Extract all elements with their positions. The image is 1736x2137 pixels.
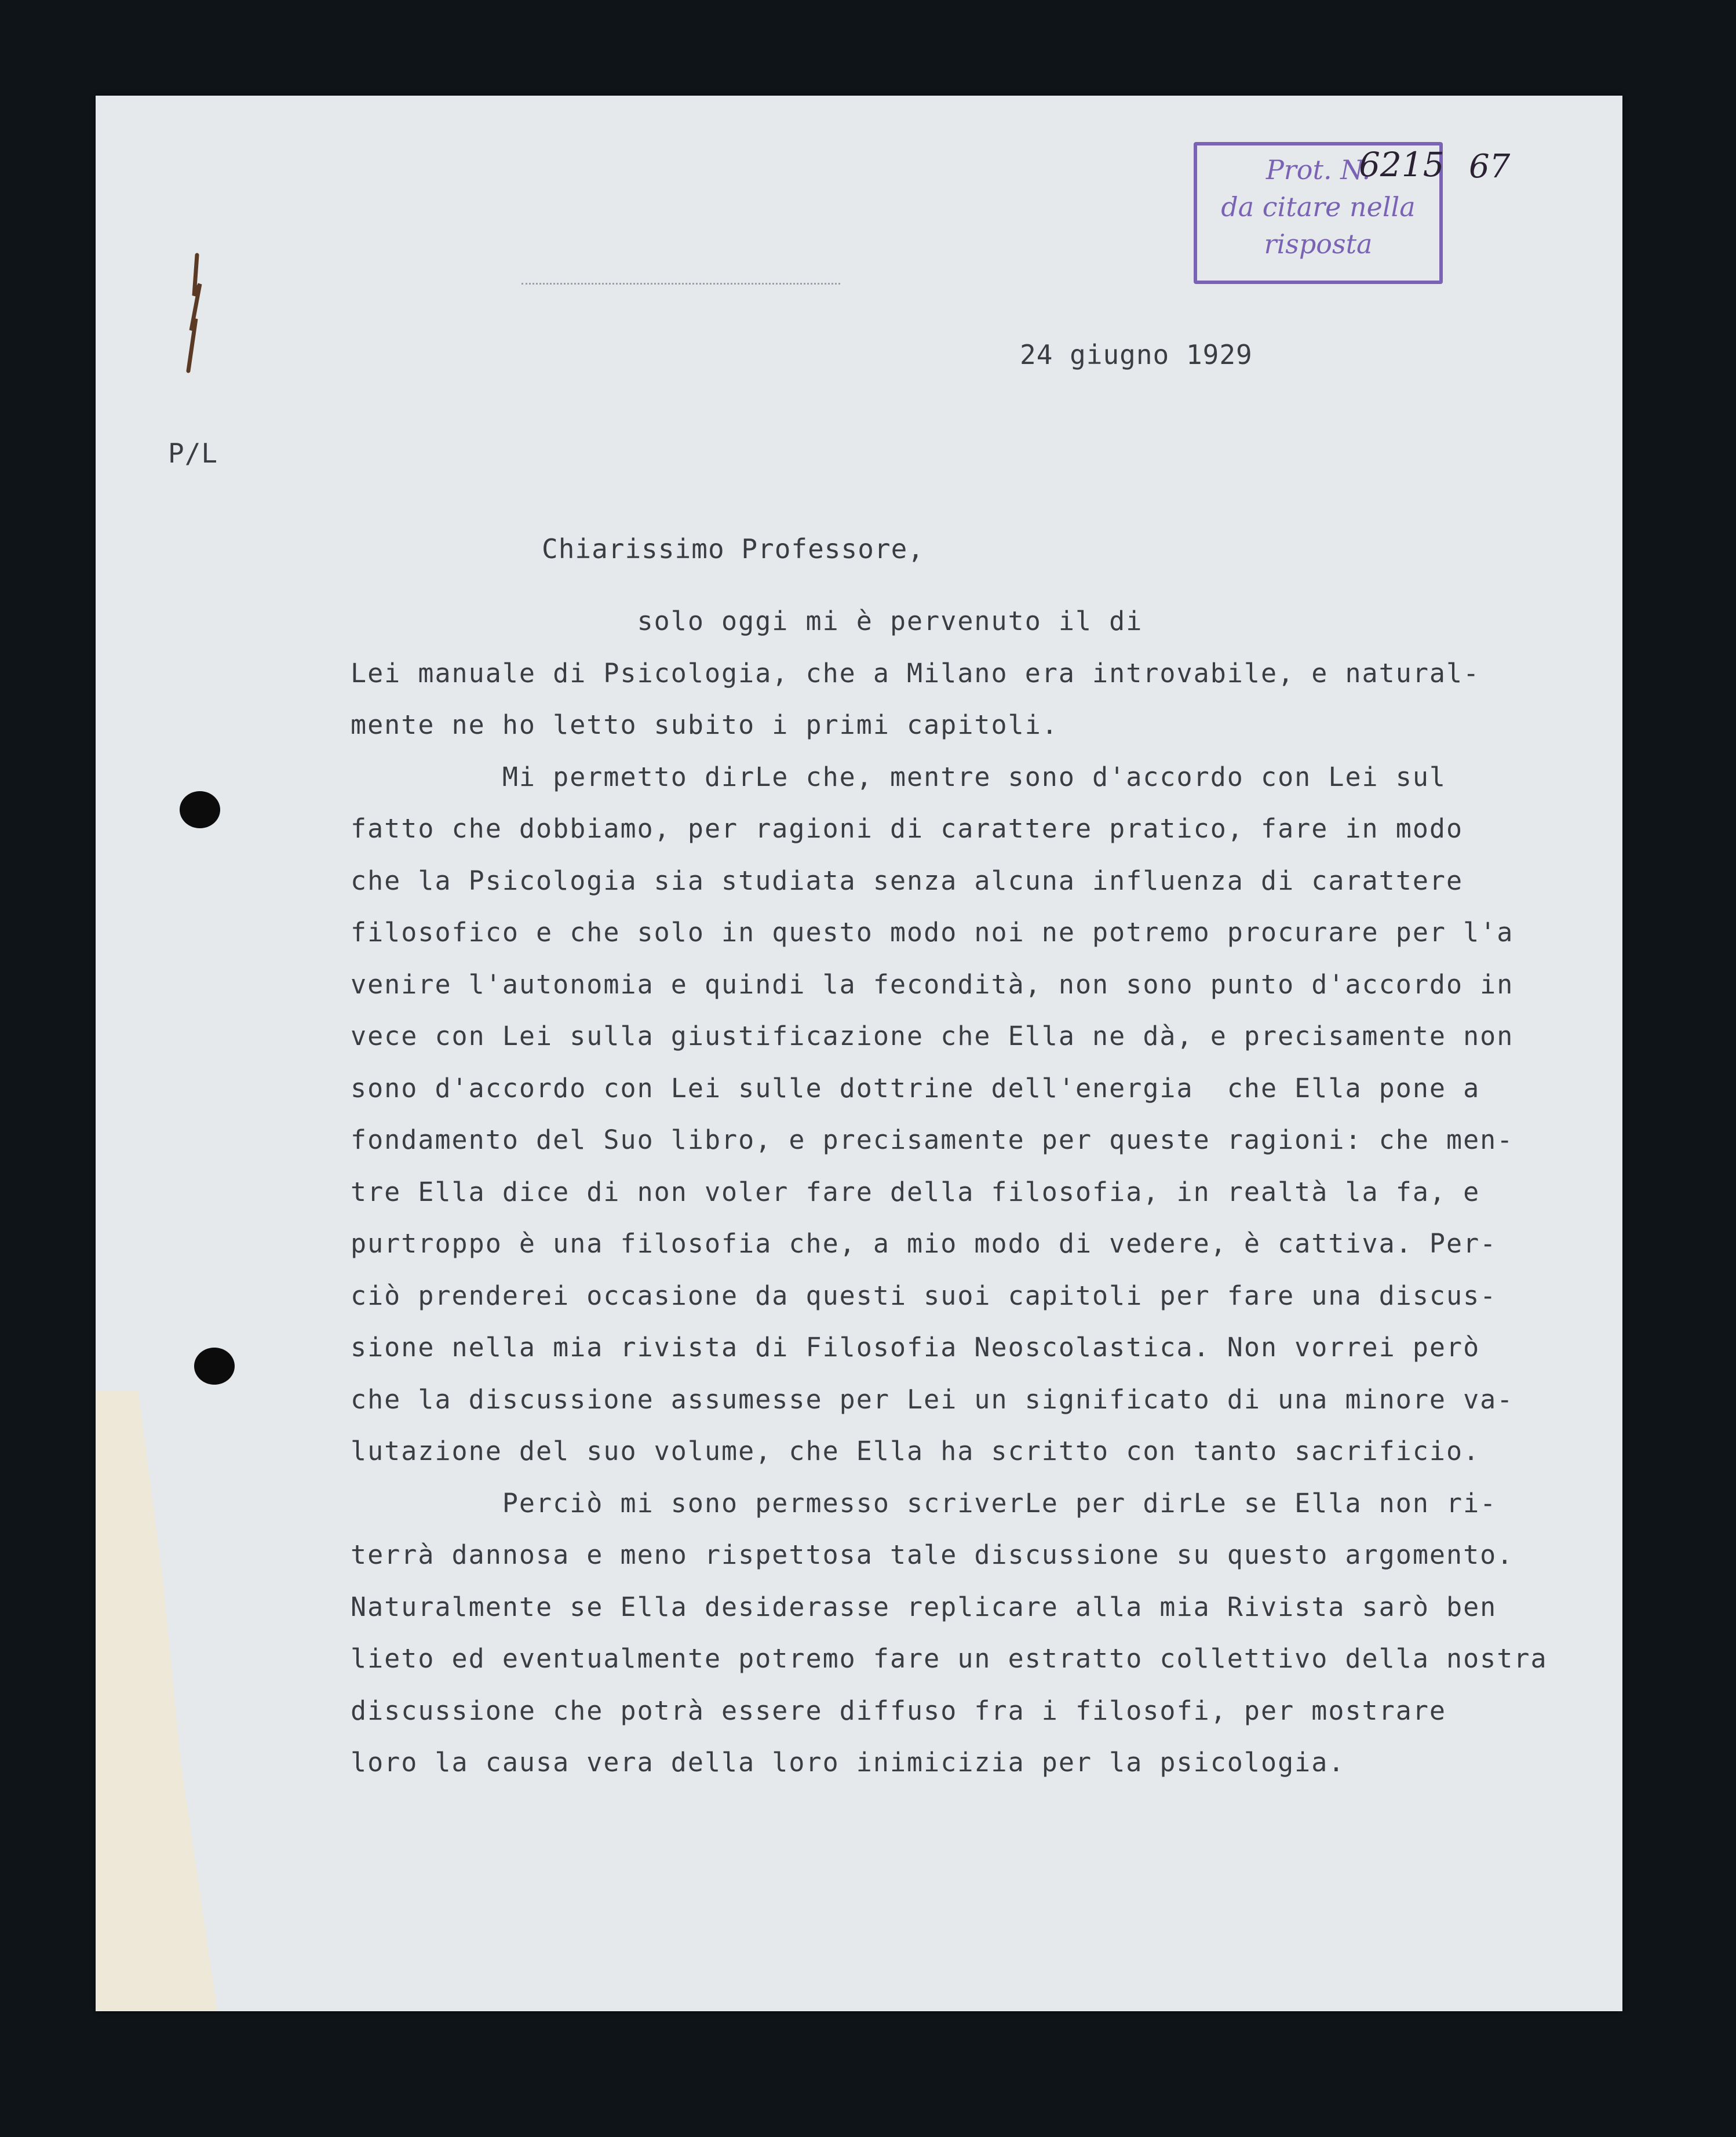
ink-mark [174, 249, 220, 377]
letter-line: che la Psicologia sia studiata senza alcuna influenza di carattere [351, 865, 1464, 896]
letter-line: mente ne ho letto subito i primi capitoli. [351, 709, 1059, 740]
letter-line: Naturalmente se Ella desiderasse replicare alla mia Rivista sarò ben [351, 1591, 1497, 1622]
letter-line: purtroppo è una filosofia che, a mio modo di vedere, è cattiva. Per- [351, 1228, 1497, 1259]
letter-line: loro la causa vera della loro inimicizia per la psicologia. [351, 1747, 1345, 1778]
stamp-line-1: Prot. N. [1265, 154, 1371, 185]
letter-line: discussione che potrà essere diffuso fra i filosofi, per mostrare [351, 1695, 1446, 1726]
divider-line [521, 283, 840, 285]
letter-line: filosofico e che solo in questo modo noi ne potremo procurare per l'a [351, 917, 1514, 948]
letter-line: lieto ed eventualmente potremo fare un estratto collettivo della nostra [351, 1643, 1548, 1674]
protocol-number-extra: 67 [1469, 148, 1511, 185]
stamp-line-2: da citare nella [1221, 191, 1416, 223]
letter-line: che la discussione assumesse per Lei un significato di una minore va- [351, 1384, 1514, 1415]
letter-line: Perciò mi sono permesso scriverLe per dirLe se Ella non ri- [351, 1487, 1497, 1519]
letter-line: fatto che dobbiamo, per ragioni di carattere pratico, fare in modo [351, 813, 1464, 844]
letter-line: fondamento del Suo libro, e precisamente per queste ragioni: che men- [351, 1124, 1514, 1155]
letter-line: terrà dannosa e meno rispettosa tale discussione su questo argomento. [351, 1539, 1514, 1570]
letter-line: ciò prenderei occasione da questi suoi capitoli per fare una discus- [351, 1280, 1497, 1311]
letter-line: sono d'accordo con Lei sulle dottrine dell'energia che Ella pone a [351, 1072, 1480, 1104]
letter-date: 24 giugno 1929 [1020, 339, 1253, 370]
letter-line: Mi permetto dirLe che, mentre sono d'accordo con Lei sul [351, 761, 1446, 792]
letter-line: sione nella mia rivista di Filosofia Neoscolastica. Non vorrei però [351, 1332, 1480, 1363]
protocol-number: 6215 [1359, 145, 1445, 184]
reference-initials: P/L [168, 438, 218, 469]
punch-hole [194, 1348, 235, 1385]
letter-line: vece con Lei sulla giustificazione che Ella ne dà, e precisamente non [351, 1021, 1514, 1051]
salutation: Chiarissimo Professore, [542, 533, 924, 565]
letter-line: venire l'autonomia e quindi la fecondità, non sono punto d'accordo in [351, 969, 1514, 1000]
letter-line: Lei manuale di Psicologia, che a Milano era introvabile, e natural- [351, 657, 1480, 689]
letter-line: tre Ella dice di non voler fare della filosofia, in realtà la fa, e [351, 1176, 1480, 1207]
stamp-line-3: risposta [1264, 228, 1373, 260]
letter-line: solo oggi mi è pervenuto il di [351, 606, 1143, 636]
letter-line: lutazione del suo volume, che Ella ha scritto con tanto sacrificio. [351, 1436, 1480, 1466]
punch-hole [180, 791, 220, 828]
